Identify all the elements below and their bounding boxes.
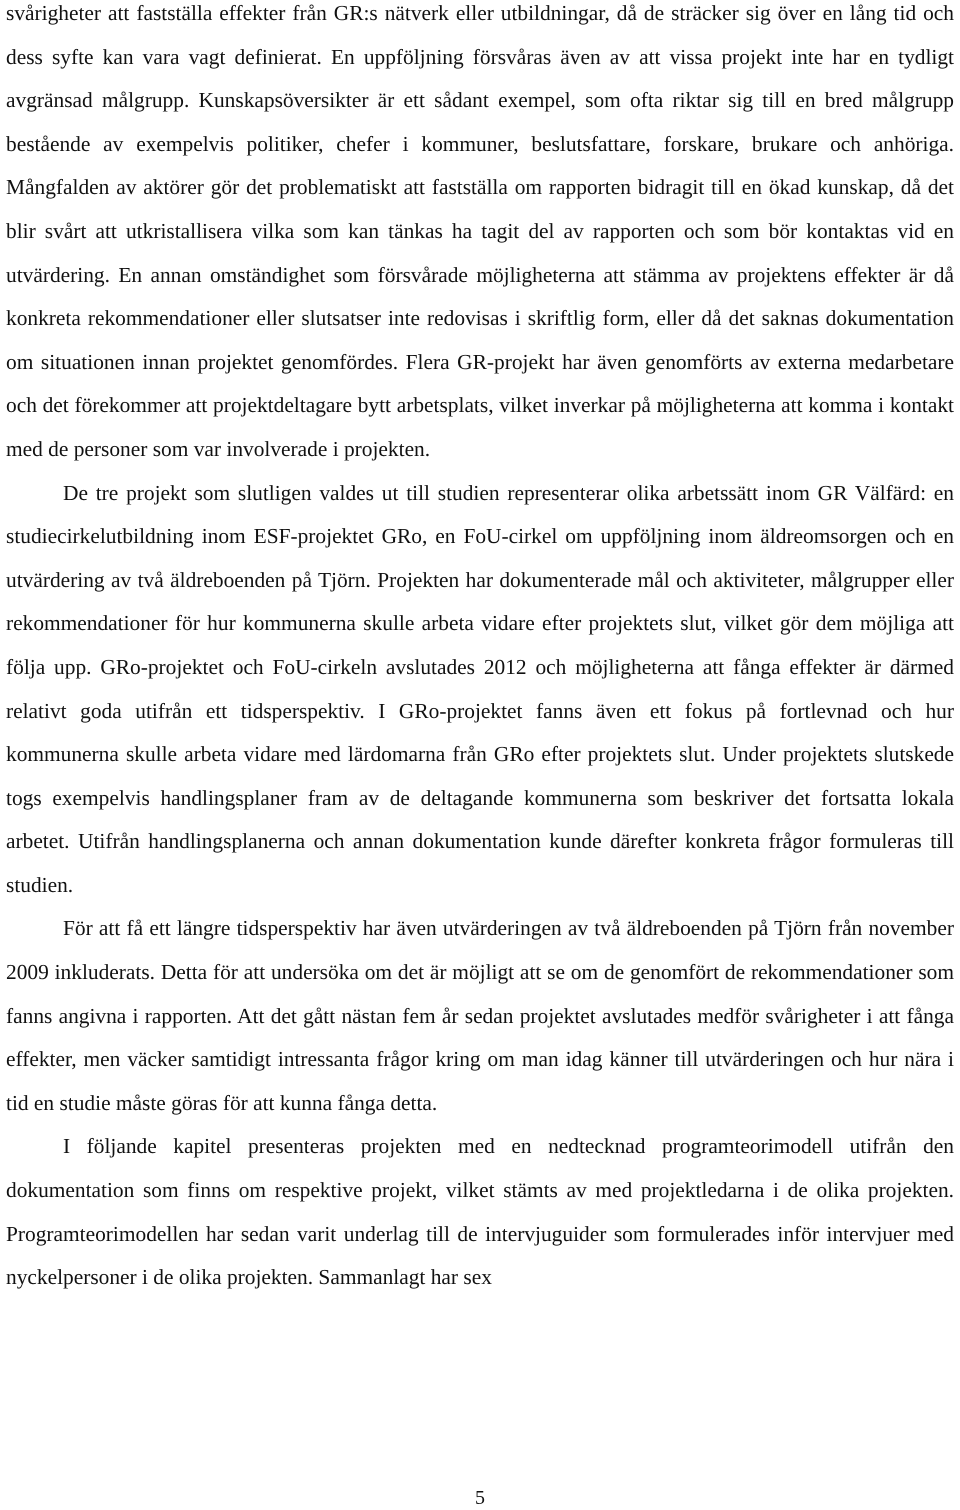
body-text [6,0,954,1300]
paragraph-4: I följande kapitel presenteras projekten med en nedtecknad programteorimodell utifrån den dokumentation som finns om respektive projekt, vilket stämts av med projektledarna i de olika projekten. Programteorimodellen har sedan varit underlag till de intervjuguider som formulerades inför intervjuer med nyckelpersoner i de olika projekten. Sammanlagt har sex [6,1134,954,1290]
page-number: 5 [475,1487,485,1509]
paragraph-1: svårigheter att fastställa effekter från GR:s nätverk eller utbildningar, då de sträcker sig över en lång tid och dess syfte kan vara vagt definierat. En uppföljning försvåras även av att vissa projekt inte har en tydligt avgränsad målgrupp. Kunskapsöversikter är ett sådant exempel, som ofta riktar sig till en bred målgrupp bestående av exempelvis politiker, chefer i kommuner, beslutsfattare, forskare, brukare och anhöriga. Mångfalden av aktörer gör det problematiskt att fastställa om rapporten bidragit till en ökad kunskap, då det blir svårt att utkristallisera vilka som kan tänkas ha tagit del av rapporten och som bör kontaktas vid en utvärdering. En annan omständighet som försvårade möjligheterna att stämma av projektens effekter är då konkreta rekommendationer eller slutsatser inte redovisas i skriftlig form, eller då det saknas dokumentation om situationen innan projektet genomfördes. Flera GR-projekt har även genomförts av externa medarbetare och det förekommer att projektdeltagare bytt arbetsplats, vilket inverkar på möjligheterna att komma i kontakt med de personer som var involverade i projekten. [6,1,954,461]
paragraph-2: De tre projekt som slutligen valdes ut till studien representerar olika arbetssätt inom GR Välfärd: en studiecirkelutbildning inom ESF-projektet GRo, en FoU-cirkel om uppföljning inom äldreomsorgen och en utvärdering av två äldreboenden på Tjörn. Projekten har dokumenterade mål och aktiviteter, målgrupper eller rekommendationer för hur kommunerna skulle arbeta vidare efter projektets slut, vilket gör dem möjliga att följa upp. GRo-projektet och FoU-cirkeln avslutades 2012 och möjligheterna att fånga effekter är därmed relativt goda utifrån ett tidsperspektiv. I GRo-projektet fanns även ett fokus på fortlevnad och hur kommunerna skulle arbeta vidare med lärdomarna från GRo efter projektets slut. Under projektets slutskede togs exempelvis handlingsplaner fram av de deltagande kommunerna som beskriver det fortsatta lokala arbetet. Utifrån handlingsplanerna och annan dokumentation kunde därefter konkreta frågor formuleras till studien. [6,480,954,897]
paragraph-3: För att få ett längre tidsperspektiv har även utvärderingen av två äldreboenden på Tjörn från november 2009 inkluderats. Detta för att undersöka om det är möjligt att se om de genomfört de rekommendationer som fanns angivna i rapporten. Att det gått nästan fem år sedan projektet avslutades medför svårigheter i att fånga effekter, men väcker samtidigt intressanta frågor kring om man idag känner till utvärderingen och hur nära i tid en studie måste göras för att kunna fånga detta. [6,916,954,1115]
